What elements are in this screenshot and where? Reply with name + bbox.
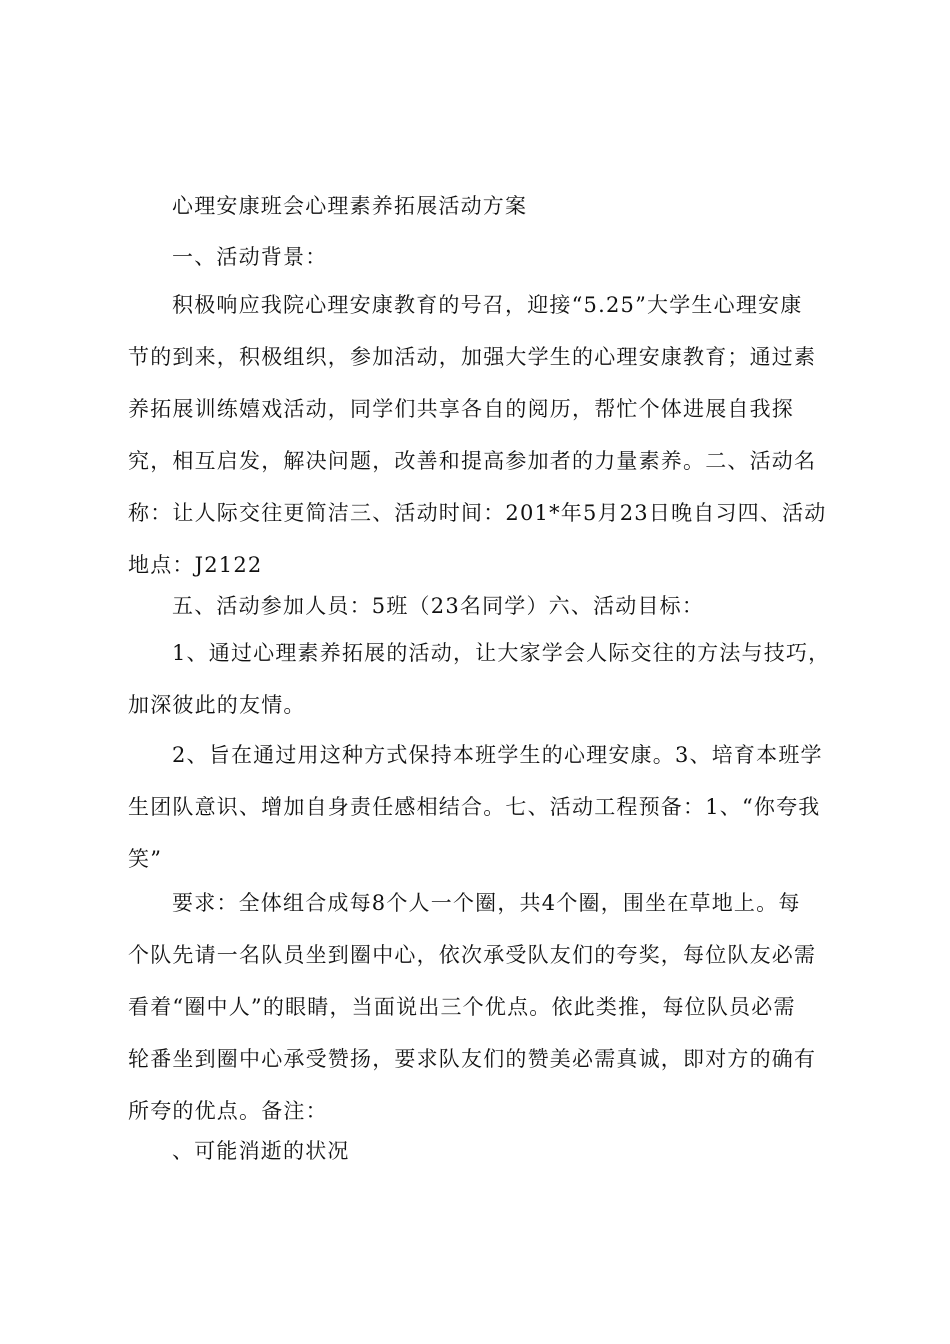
- paragraph-goal-2: [128, 729, 834, 885]
- paragraph-line: 所夸的优点。备注：: [128, 1099, 328, 1123]
- paragraph-line: 五、活动参加人员：5班（23名同学）六、活动目标：: [172, 594, 705, 618]
- paragraph-line: 、可能消逝的状况: [172, 1139, 350, 1163]
- paragraph-line: 积极响应我院心理安康教育的号召，迎接“5.25”大学生心理安康: [172, 293, 803, 317]
- paragraph-line: 地点：J2122: [128, 553, 263, 577]
- document-title: [128, 180, 834, 232]
- paragraph-line: 个队先请一名队员坐到圈中心，依次承受队友们的夸奖，每位队友必需: [128, 943, 817, 967]
- paragraph-line: 2、旨在通过用这种方式保持本班学生的心理安康。3、培育本班学: [172, 743, 823, 767]
- paragraph-line: 加深彼此的友情。: [128, 693, 306, 717]
- paragraph-goal-1: [128, 627, 834, 731]
- section-heading-background: [128, 231, 834, 283]
- paragraph-line: 1、通过心理素养拓展的活动，让大家学会人际交往的方法与技巧，: [172, 641, 831, 665]
- paragraph-line: 养拓展训练嬉戏活动，同学们共享各自的阅历，帮忙个体进展自我探: [128, 397, 794, 421]
- paragraph-line: 生团队意识、增加自身责任感相结合。七、活动工程预备：1、“你夸我: [128, 795, 821, 819]
- paragraph-line: 究，相互启发，解决问题，改善和提高参加者的力量素养。二、活动名: [128, 449, 817, 473]
- heading-line: 一、活动背景：: [172, 245, 328, 269]
- paragraph-line: 要求：全体组合成每8个人一个圈，共4个圈，围坐在草地上。每: [172, 891, 801, 915]
- title-line: 心理安康班会心理素养拓展活动方案: [172, 194, 528, 218]
- paragraph-line: 笑”: [128, 847, 163, 871]
- paragraph-background: [128, 279, 834, 591]
- paragraph-situations: [128, 1125, 834, 1177]
- paragraph-requirements: [128, 877, 834, 1137]
- paragraph-line: 节的到来，积极组织，参加活动，加强大学生的心理安康教育；通过素: [128, 345, 817, 369]
- paragraph-line: 称：让人际交往更简洁三、活动时间：201*年5月23日晚自习四、活动: [128, 501, 827, 525]
- paragraph-line: 看着“圈中人”的眼睛，当面说出三个优点。依此类推，每位队员必需: [128, 995, 796, 1019]
- paragraph-participants: [128, 580, 834, 632]
- paragraph-line: 轮番坐到圈中心承受赞扬，要求队友们的赞美必需真诚，即对方的确有: [128, 1047, 817, 1071]
